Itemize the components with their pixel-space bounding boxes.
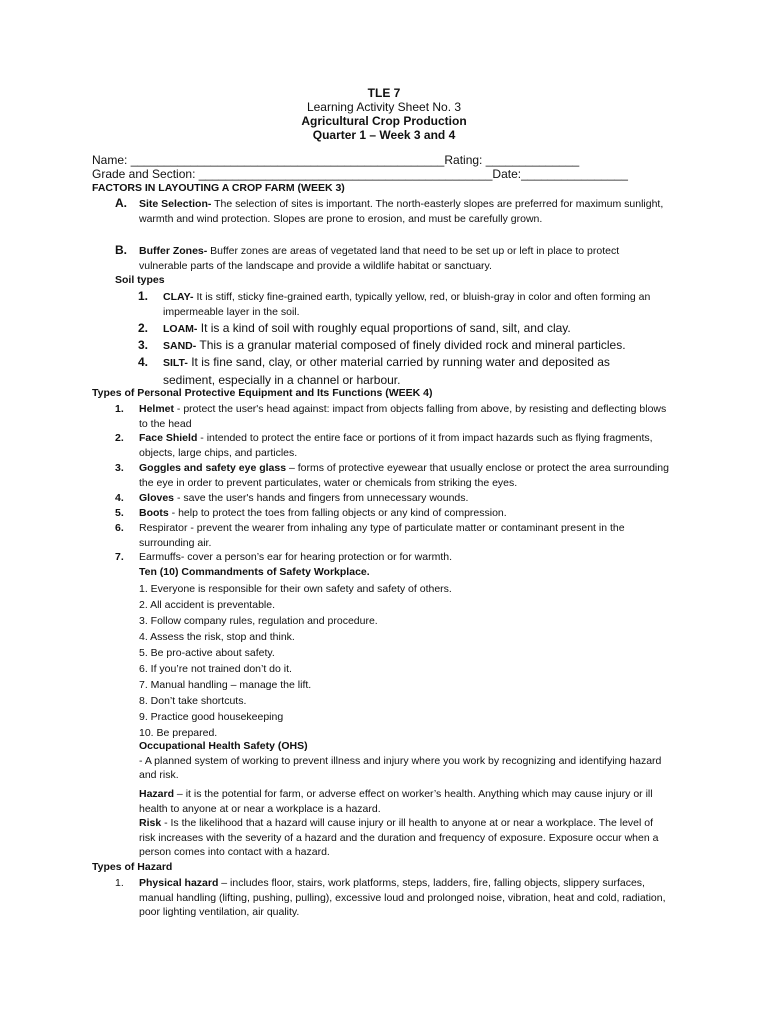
name-field[interactable]: _______________________________________________ [130, 153, 445, 167]
factor-text: The selection of sites is important. The north-easterly slopes are preferred for maximum sunlight, warmth and wind protection. Slopes are prone to erosion, and must be carefully grown. [139, 198, 664, 225]
soil-types-heading: Soil types [115, 274, 165, 286]
commandments-heading: Ten (10) Commandments of Safety Workplace. [139, 566, 370, 578]
hazard-term: Hazard [139, 788, 175, 800]
ppe-text: - protect the user's head against: impact from objects falling from above, by resisting and deflecting blows to the head [139, 403, 667, 430]
risk-term: Risk [139, 817, 162, 829]
ppe-marker: 5. [115, 507, 124, 519]
soil-term: CLAY- [163, 291, 194, 303]
soil-silt [138, 354, 663, 389]
hazard-types-heading: Types of Hazard [92, 861, 173, 873]
ohs-section [139, 739, 669, 783]
commandment-item: 9. Practice good housekeeping [139, 710, 284, 723]
ppe-text: – forms of protective eyewear that usually enclose or protect the area surrounding the eye in order to prevent particulates, water or chemicals from striking the eyes. [139, 462, 669, 489]
rating-label: Rating: [444, 153, 483, 167]
ppe-text: - intended to protect the entire face or portions of it from impact hazards such as flying fragments, objects, large chips, and particles. [139, 432, 653, 459]
week3-heading: FACTORS IN LAYOUTING A CROP FARM (WEEK 3) [92, 182, 345, 194]
ppe-text: - save the user's hands and fingers from unnecessary wounds. [174, 492, 469, 504]
commandment-item: 3. Follow company rules, regulation and procedure. [139, 614, 378, 627]
soil-text: It is a kind of soil with roughly equal proportions of sand, silt, and clay. [197, 321, 571, 335]
ppe-text: Respirator - prevent the wearer from inhaling any type of particulate matter or contaminant present in the surrounding air. [139, 522, 625, 549]
ppe-marker: 3. [115, 462, 124, 474]
commandment-item: 5. Be pro-active about safety. [139, 646, 275, 659]
ppe-gloves [115, 491, 669, 506]
ppe-text: - help to protect the toes from falling objects or any kind of compression. [168, 507, 507, 519]
week4-heading: Types of Personal Protective Equipment and Its Functions (WEEK 4) [92, 387, 433, 399]
factor-marker: B. [115, 243, 127, 257]
ppe-marker: 1. [115, 403, 124, 415]
ppe-term: Boots [139, 507, 169, 519]
hazard-type-marker: 1. [115, 877, 124, 889]
name-label: Name: [92, 153, 128, 167]
factor-term: Site Selection- [139, 198, 212, 210]
factor-term: Buffer Zones- [139, 245, 208, 257]
hazard-type-term: Physical hazard [139, 877, 219, 889]
ppe-marker: 2. [115, 432, 124, 444]
ppe-boots [115, 506, 669, 521]
soil-clay [138, 289, 673, 319]
course-title: Agricultural Crop Production [301, 114, 467, 128]
hazard-definition [139, 787, 669, 816]
ppe-face-shield [115, 431, 669, 460]
factor-marker: A. [115, 196, 127, 210]
hazard-type-text: – includes floor, stairs, work platforms, steps, ladders, fire, falling objects, slippery surfaces, manual handling (lifting, pushing, pulling), excessive loud and prolonged noise, vibration, heat and cold, radiation, poor lighting ventilation, air quality. [139, 877, 666, 918]
name-line [92, 153, 579, 167]
commandments-section [139, 565, 679, 741]
commandment-item: 4. Assess the risk, stop and think. [139, 630, 295, 643]
ppe-term: Face Shield [139, 432, 198, 444]
document-header [0, 86, 768, 142]
date-label: Date: [492, 167, 522, 181]
ppe-goggles [115, 461, 669, 490]
grade-field[interactable]: ____________________________________________ [198, 167, 493, 181]
factor-buffer-zones [115, 243, 669, 273]
ppe-marker: 6. [115, 522, 124, 534]
ppe-marker: 7. [115, 551, 124, 563]
subject-title: TLE 7 [367, 86, 401, 100]
rating-field[interactable]: ______________ [485, 153, 580, 167]
ppe-marker: 4. [115, 492, 124, 504]
soil-term: LOAM- [163, 323, 198, 335]
factor-site-selection [115, 196, 669, 226]
hazard-text: – it is the potential for farm, or adverse effect on worker’s health. Anything which may cause injury or ill health to anyone at or near a workplace is a hazard. [139, 788, 653, 815]
soil-text: It is fine sand, clay, or other material carried by running water and deposited as sediment, especially in a channel or harbour. [163, 355, 610, 387]
ppe-respirator [115, 521, 669, 550]
soil-marker: 4. [138, 355, 149, 369]
ohs-heading: Occupational Health Safety (OHS) [139, 740, 308, 752]
risk-text: - Is the likelihood that a hazard will cause injury or ill health to anyone at or near a workplace. The level of risk increases with the severity of a hazard and the duration and frequency of exposure. Exposure occur when a person comes into contact with a hazard. [139, 817, 659, 858]
soil-marker: 3. [138, 338, 149, 352]
soil-text: It is stiff, sticky fine-grained earth, typically yellow, red, or bluish-gray in color and often forming an impermeable layer in the soil. [163, 291, 651, 318]
ppe-helmet [115, 402, 669, 431]
sheet-title: Learning Activity Sheet No. 3 [306, 100, 462, 114]
date-field[interactable]: ________________ [521, 167, 628, 181]
commandment-item: 8. Don’t take shortcuts. [139, 694, 247, 707]
soil-marker: 2. [138, 321, 149, 335]
soil-marker: 1. [138, 289, 149, 303]
grade-label: Grade and Section: [92, 167, 196, 181]
commandment-item: 6. If you’re not trained don’t do it. [139, 662, 292, 675]
commandment-item: 1. Everyone is responsible for their own safety and safety of others. [139, 582, 452, 595]
soil-term: SAND- [163, 340, 197, 352]
ppe-term: Goggles and safety eye glass [139, 462, 287, 474]
commandments-list [139, 581, 679, 741]
ppe-term: Helmet [139, 403, 175, 415]
grade-line [92, 167, 628, 181]
quarter-title: Quarter 1 – Week 3 and 4 [312, 128, 456, 142]
commandment-item: 2. All accident is preventable. [139, 598, 275, 611]
ohs-definition: - A planned system of working to prevent illness and injury where you work by recognizing and identifying hazard and risk. [139, 754, 662, 781]
hazard-type-physical [115, 876, 669, 920]
risk-definition [139, 816, 669, 860]
commandment-item: 10. Be prepared. [139, 726, 218, 739]
soil-term: SILT- [163, 357, 188, 369]
factor-text: Buffer zones are areas of vegetated land that need to be set up or left in place to protect vulnerable parts of the landscape and provide a wildlife habitat or sanctuary. [139, 245, 620, 272]
ppe-term: Gloves [139, 492, 175, 504]
soil-loam [138, 320, 683, 338]
commandment-item: 7. Manual handling – manage the lift. [139, 678, 312, 691]
ppe-text: Earmuffs- cover a person’s ear for hearing protection or for warmth. [139, 551, 453, 563]
soil-text: This is a granular material composed of finely divided rock and mineral particles. [196, 338, 626, 352]
ppe-earmuffs [115, 550, 669, 565]
soil-sand [138, 337, 703, 355]
